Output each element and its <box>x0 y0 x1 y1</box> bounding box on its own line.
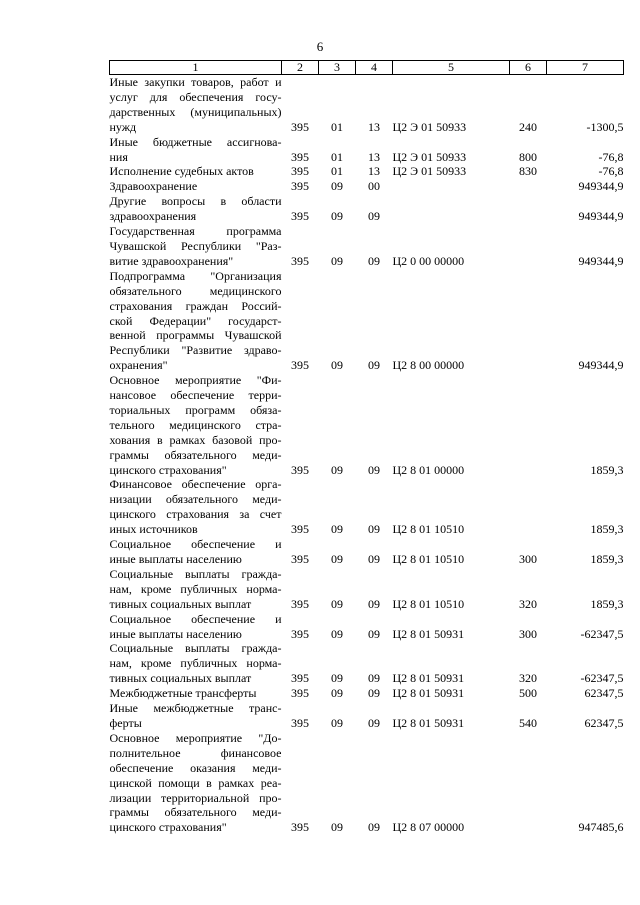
row-grbs: 395 <box>291 164 309 179</box>
row-pr: 09 <box>368 671 380 686</box>
row-grbs: 395 <box>291 686 309 701</box>
row-name-line: ния <box>109 149 128 164</box>
row-grbs: 395 <box>291 149 309 164</box>
row-rz: 09 <box>331 209 343 224</box>
row-name-line: полнительное финансовое <box>109 745 282 760</box>
table-row <box>110 701 624 731</box>
table-row <box>110 269 624 373</box>
row-csr <box>393 179 510 194</box>
row-name <box>110 224 282 269</box>
row-name-line: здравоохранения <box>109 209 197 224</box>
row-pr: 09 <box>368 522 380 537</box>
row-grbs: 395 <box>291 820 309 835</box>
row-pr: 09 <box>368 209 380 224</box>
row-name-line: нам, кроме публичных норма- <box>109 581 282 596</box>
row-name <box>110 567 282 612</box>
row-name <box>110 701 282 731</box>
column-header-row <box>110 61 624 75</box>
table-row <box>110 373 624 477</box>
row-name-line: иные выплаты населению <box>109 626 242 641</box>
row-sum: -62347,5 <box>580 671 624 686</box>
row-name-line: Основное мероприятие "До- <box>109 730 282 745</box>
row-vr <box>510 731 547 835</box>
row-csr: Ц2 Э 01 50933 <box>392 149 467 164</box>
row-sum: 62347,5 <box>584 686 624 701</box>
row-name <box>110 641 282 686</box>
row-grbs: 395 <box>291 358 309 373</box>
row-sum: -76,8 <box>598 164 624 179</box>
row-name-line: Социальное обеспечение и <box>109 611 282 626</box>
row-name-line: Основное мероприятие "Фи- <box>109 373 282 388</box>
table-row <box>110 75 624 135</box>
row-name <box>110 164 282 179</box>
table-row <box>110 537 624 567</box>
row-name-line: цинского страхования" <box>109 462 227 477</box>
row-vr: 540 <box>519 715 537 730</box>
row-name <box>110 731 282 835</box>
row-rz: 09 <box>331 596 343 611</box>
column-header-name: 1 <box>110 61 282 75</box>
row-name-line: Социальное обеспечение и <box>109 537 282 552</box>
row-name-line: ториальных программ обяза- <box>109 402 282 417</box>
row-vr: 320 <box>519 596 537 611</box>
row-csr: Ц2 8 07 00000 <box>392 820 465 835</box>
row-rz: 09 <box>331 626 343 641</box>
row-name-line: Государственная программа <box>109 224 282 239</box>
table-row <box>110 567 624 612</box>
row-vr: 300 <box>519 626 537 641</box>
row-csr: Ц2 8 01 10510 <box>392 522 465 537</box>
row-grbs: 395 <box>291 596 309 611</box>
row-sum: 1859,3 <box>590 596 624 611</box>
row-name-line: низации обязательного меди- <box>109 492 282 507</box>
row-grbs: 395 <box>291 715 309 730</box>
row-name-line: охранения" <box>109 358 168 373</box>
column-header-pr: 4 <box>356 61 393 75</box>
row-name-line: Социальные выплаты гражда- <box>109 641 282 656</box>
row-vr <box>510 477 547 537</box>
table-row <box>110 224 624 269</box>
row-grbs: 395 <box>291 209 309 224</box>
row-name-line: тельного медицинского стра- <box>109 417 282 432</box>
row-sum: -76,8 <box>598 149 624 164</box>
row-name-line: Другие вопросы в области <box>109 194 282 209</box>
row-pr: 13 <box>368 149 380 164</box>
row-name-line: обязательного медицинского <box>109 283 282 298</box>
row-name-line: хования в рамках базовой про- <box>109 432 282 447</box>
row-rz: 09 <box>331 358 343 373</box>
row-vr <box>510 373 547 477</box>
row-name-line: нужд <box>109 119 137 134</box>
row-rz: 09 <box>331 462 343 477</box>
row-name-line: Социальные выплаты гражда- <box>109 566 282 581</box>
row-name-line: дарственных (муниципальных) <box>109 104 282 119</box>
budget-table <box>109 60 624 835</box>
row-vr <box>510 194 547 224</box>
table-row <box>110 135 624 165</box>
row-name-line: цинской помощи в рамках реа- <box>109 775 282 790</box>
row-sum: 949344,9 <box>578 179 624 194</box>
row-pr: 09 <box>368 820 380 835</box>
row-csr: Ц2 8 01 10510 <box>392 596 465 611</box>
row-name-line: Межбюджетные трансферты <box>109 686 257 701</box>
row-vr: 830 <box>519 164 537 179</box>
row-name-line: нансовое обеспечение терри- <box>109 388 282 403</box>
page-number: 6 <box>316 39 324 54</box>
row-rz: 09 <box>331 179 343 194</box>
row-name-line: граммы обязательного меди- <box>109 805 282 820</box>
row-name-line: Подпрограмма "Организация <box>109 268 282 283</box>
row-pr: 13 <box>368 164 380 179</box>
row-rz: 09 <box>331 715 343 730</box>
row-rz: 01 <box>331 149 343 164</box>
row-pr: 09 <box>368 596 380 611</box>
row-grbs: 395 <box>291 179 309 194</box>
row-csr: Ц2 Э 01 50933 <box>392 164 467 179</box>
column-header-rz: 3 <box>319 61 356 75</box>
row-grbs: 395 <box>291 462 309 477</box>
row-name-line: иные выплаты населению <box>109 552 242 566</box>
column-header-sum: 7 <box>547 61 624 75</box>
row-sum: 1859,3 <box>590 522 624 537</box>
row-pr: 09 <box>368 715 380 730</box>
row-name-line: Финансовое обеспечение орга- <box>109 477 282 492</box>
row-rz: 09 <box>331 552 343 566</box>
row-csr <box>393 194 510 224</box>
row-name-line: Республики "Развитие здраво- <box>109 343 282 358</box>
row-name-line: Чувашской Республики "Раз- <box>109 238 282 253</box>
row-name <box>110 373 282 477</box>
row-grbs: 395 <box>291 253 309 268</box>
row-vr <box>510 269 547 373</box>
row-grbs: 395 <box>291 552 309 566</box>
row-pr: 00 <box>368 179 380 194</box>
row-pr: 09 <box>368 462 380 477</box>
row-rz: 09 <box>331 253 343 268</box>
row-vr: 500 <box>519 686 537 701</box>
row-sum: -1300,5 <box>586 119 624 134</box>
row-name-line: иных источников <box>109 522 198 537</box>
row-pr: 09 <box>368 626 380 641</box>
table-row <box>110 641 624 686</box>
row-name <box>110 194 282 224</box>
table-row <box>110 686 624 701</box>
row-pr: 09 <box>368 358 380 373</box>
row-csr: Ц2 8 01 10510 <box>392 552 465 566</box>
row-name-line: венной программы Чувашской <box>109 328 282 343</box>
row-name-line: граммы обязательного меди- <box>109 447 282 462</box>
row-rz: 01 <box>331 119 343 134</box>
row-name <box>110 686 282 701</box>
row-vr: 240 <box>519 119 537 134</box>
row-csr: Ц2 Э 01 50933 <box>392 119 467 134</box>
table-row <box>110 612 624 642</box>
row-pr: 09 <box>368 552 380 566</box>
row-pr: 13 <box>368 119 380 134</box>
row-vr <box>510 224 547 269</box>
row-name <box>110 477 282 537</box>
row-name-line: тивных социальных выплат <box>109 671 252 686</box>
row-sum: 1859,3 <box>590 552 624 566</box>
row-rz: 01 <box>331 164 343 179</box>
row-sum: 62347,5 <box>584 715 624 730</box>
row-sum: 947485,6 <box>578 820 624 835</box>
row-name <box>110 179 282 194</box>
row-rz: 09 <box>331 522 343 537</box>
row-grbs: 395 <box>291 671 309 686</box>
row-name-line: ской Федерации" государст- <box>109 313 282 328</box>
row-name-line: цинского страхования за счет <box>109 507 282 522</box>
row-csr: Ц2 8 01 50931 <box>392 671 465 686</box>
row-grbs: 395 <box>291 119 309 134</box>
table-row <box>110 731 624 835</box>
row-vr: 320 <box>519 671 537 686</box>
row-csr: Ц2 8 01 50931 <box>392 715 465 730</box>
row-name <box>110 612 282 642</box>
row-pr: 09 <box>368 686 380 701</box>
row-name-line: нам, кроме публичных норма- <box>109 656 282 671</box>
row-grbs: 395 <box>291 626 309 641</box>
row-name-line: лизации территориальной про- <box>109 790 282 805</box>
table-row <box>110 477 624 537</box>
table-row <box>110 164 624 179</box>
row-vr: 300 <box>519 552 537 566</box>
row-name <box>110 269 282 373</box>
table-row <box>110 179 624 194</box>
row-grbs: 395 <box>291 522 309 537</box>
row-csr: Ц2 8 00 00000 <box>392 358 465 373</box>
row-name-line: Здравоохранение <box>109 179 198 194</box>
column-header-grbs: 2 <box>282 61 319 75</box>
row-name-line: Иные закупки товаров, работ и <box>109 75 282 89</box>
table-body <box>110 75 624 836</box>
row-rz: 09 <box>331 820 343 835</box>
row-name <box>110 537 282 567</box>
row-name-line: услуг для обеспечения госу- <box>109 89 282 104</box>
column-header-vr: 6 <box>510 61 547 75</box>
row-name-line: витие здравоохранения" <box>109 253 234 268</box>
row-name-line: Исполнение судебных актов <box>109 164 254 179</box>
row-csr: Ц2 0 00 00000 <box>392 253 465 268</box>
row-sum: 949344,9 <box>578 253 624 268</box>
column-header-csr: 5 <box>393 61 510 75</box>
row-vr: 800 <box>519 149 537 164</box>
row-name-line: Иные межбюджетные транс- <box>109 701 282 716</box>
row-name-line: Иные бюджетные ассигнова- <box>109 134 282 149</box>
row-name-line: обеспечение оказания меди- <box>109 760 282 775</box>
row-name-line: страхования граждан Россий- <box>109 298 282 313</box>
row-name <box>110 135 282 165</box>
row-rz: 09 <box>331 671 343 686</box>
row-csr: Ц2 8 01 50931 <box>392 626 465 641</box>
row-name-line: цинского страхования" <box>109 820 227 835</box>
row-vr <box>510 179 547 194</box>
table-row <box>110 194 624 224</box>
row-sum: -62347,5 <box>580 626 624 641</box>
row-sum: 1859,3 <box>590 462 624 477</box>
row-name <box>110 75 282 135</box>
row-pr: 09 <box>368 253 380 268</box>
row-rz: 09 <box>331 686 343 701</box>
row-name-line: тивных социальных выплат <box>109 596 252 611</box>
row-sum: 949344,9 <box>578 358 624 373</box>
row-csr: Ц2 8 01 50931 <box>392 686 465 701</box>
row-sum: 949344,9 <box>578 209 624 224</box>
row-name-line: ферты <box>109 715 142 730</box>
row-csr: Ц2 8 01 00000 <box>392 462 465 477</box>
